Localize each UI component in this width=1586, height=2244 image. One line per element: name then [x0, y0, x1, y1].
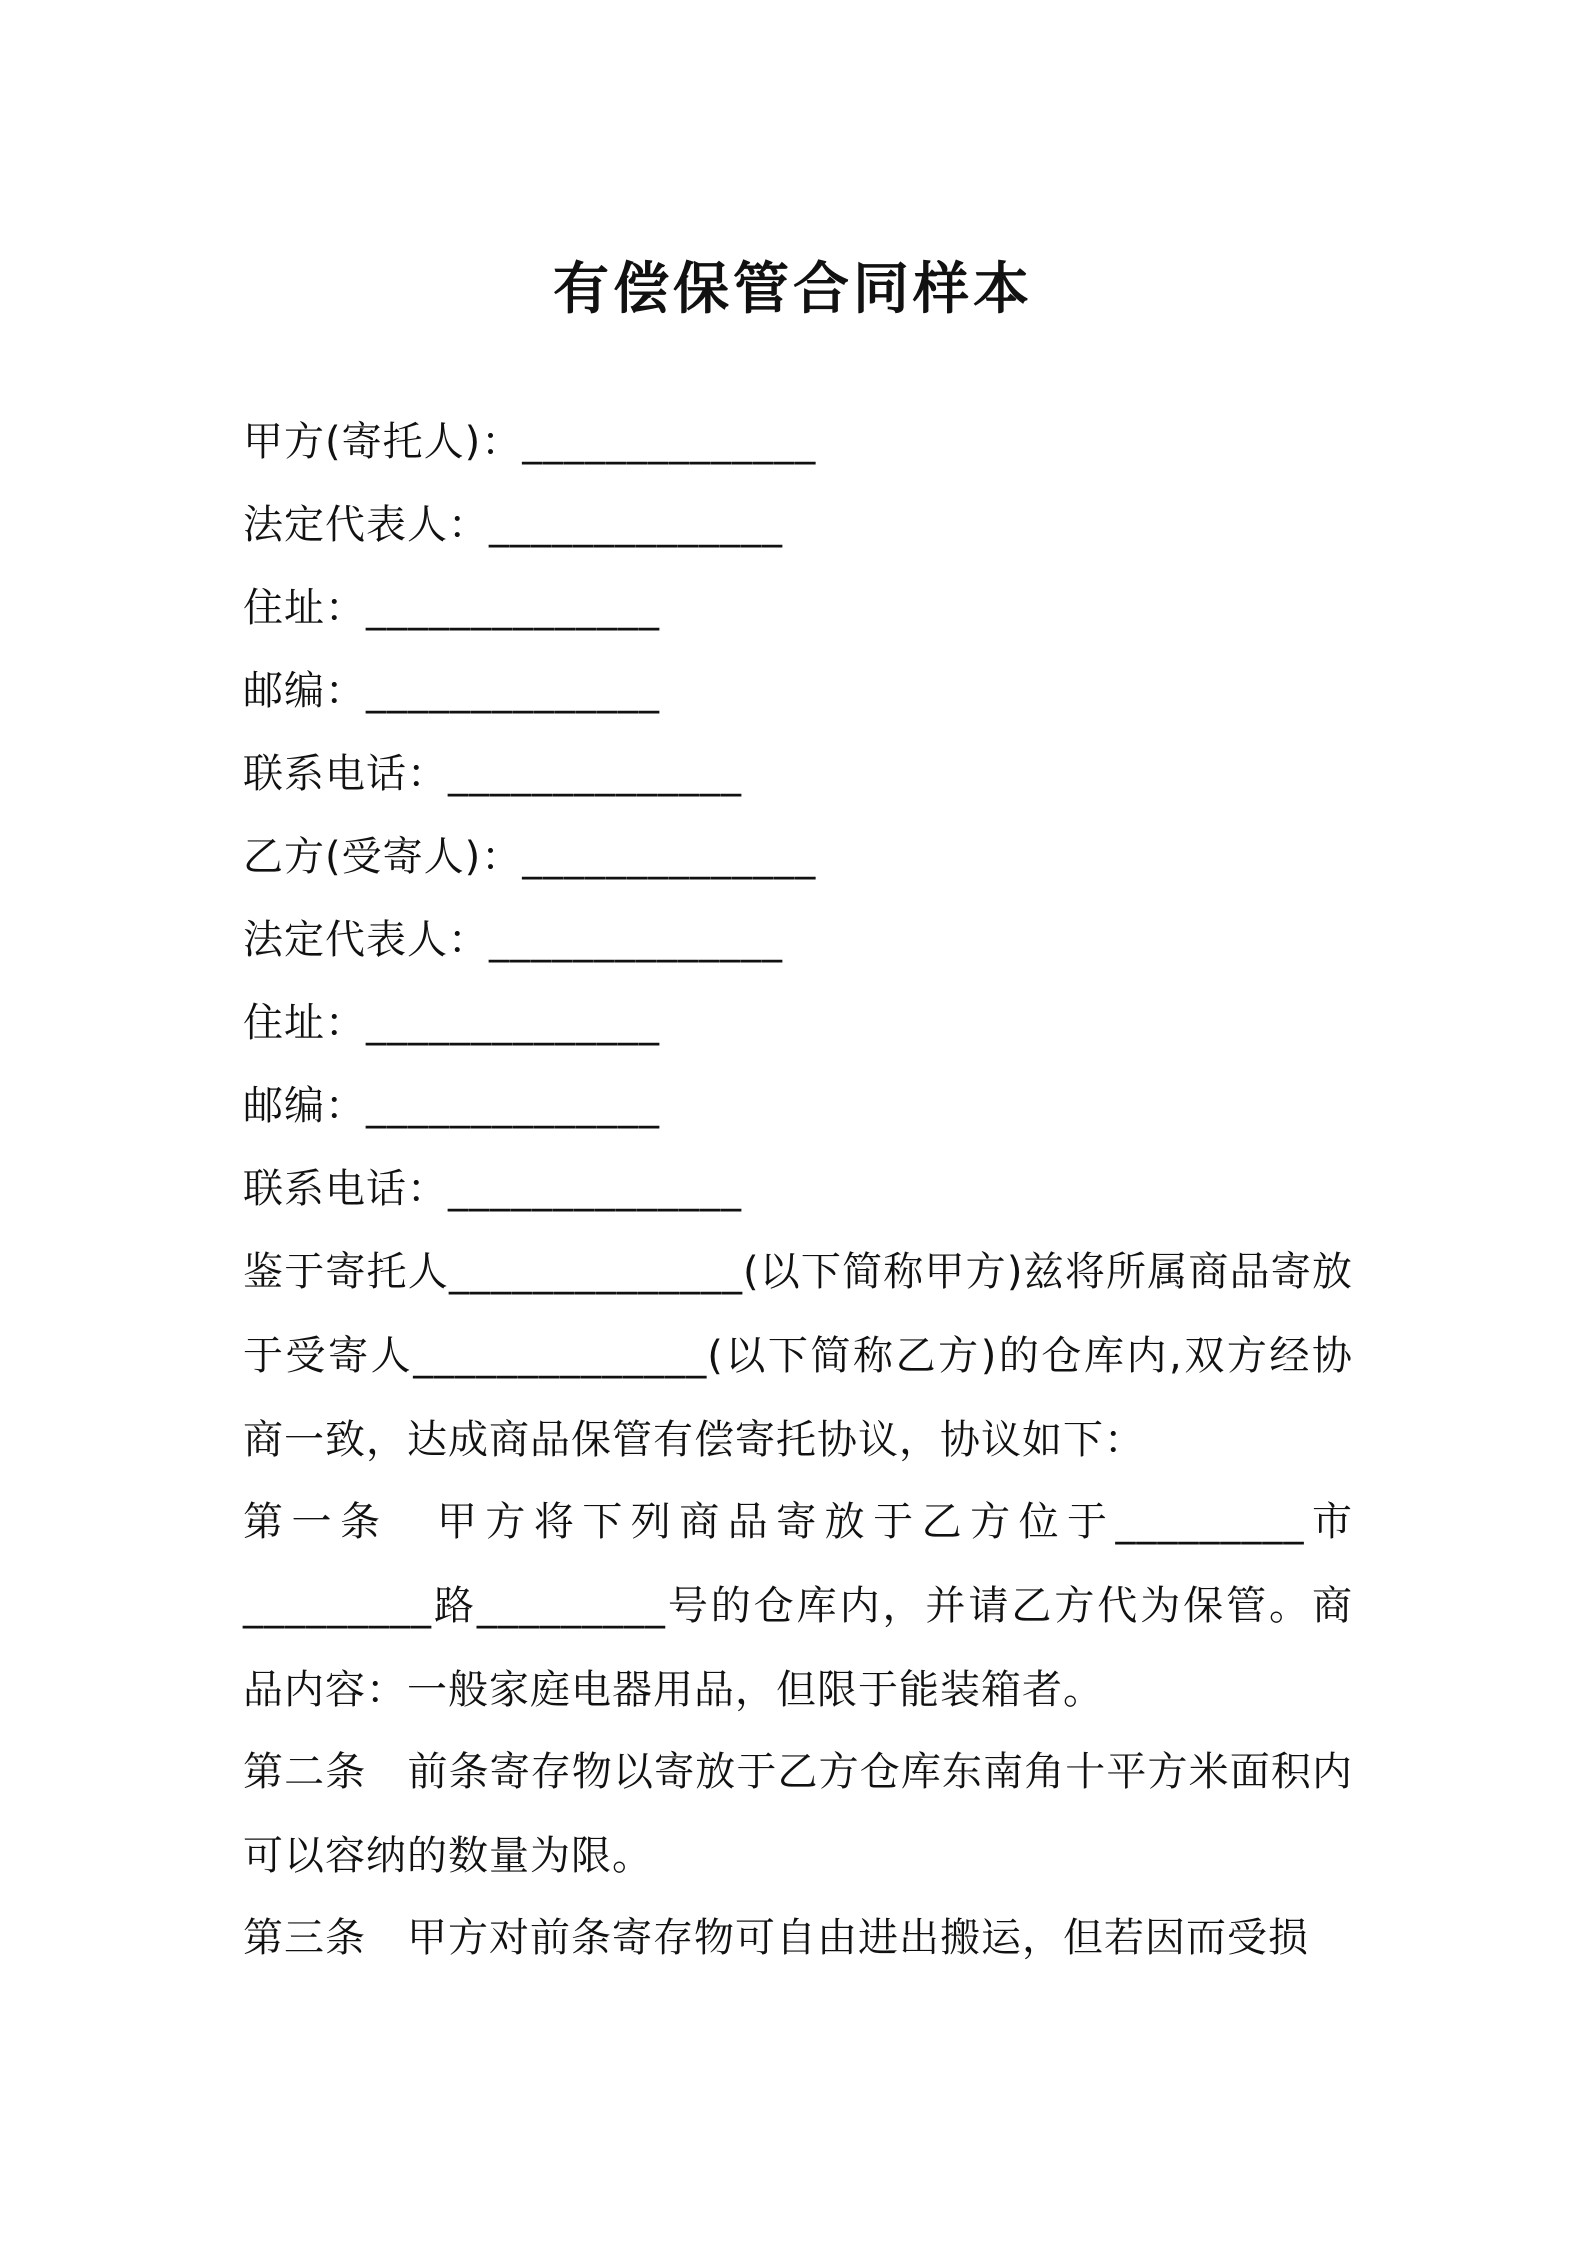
field-label: 法定代表人： [243, 917, 489, 963]
field-blank: ______________ [366, 1083, 660, 1129]
article-1-paragraph: 第一条 甲方将下列商品寄放于乙方位于_________市_________路_________号的仓库内，并请乙方代为保管。商品内容：一般家庭电器用品，但限于能装箱者。 [243, 1499, 1353, 1713]
preamble-paragraph: 鉴于寄托人______________(以下简称甲方)兹将所属商品寄放于受寄人______________(以下简称乙方)的仓库内,双方经协商一致，达成商品保管有偿寄托协议，协议如下： [243, 1249, 1353, 1463]
field-party-a [243, 412, 1353, 472]
field-label: 邮编： [243, 1083, 366, 1129]
field-blank: ______________ [522, 834, 817, 880]
article-2-paragraph: 第二条 前条寄存物以寄放于乙方仓库东南角十平方米面积内可以容纳的数量为限。 [243, 1749, 1353, 1879]
field-label: 住址： [243, 585, 366, 631]
field-label: 法定代表人： [243, 502, 489, 548]
field-party-b [243, 827, 1353, 887]
field-blank: ______________ [366, 1000, 660, 1046]
field-party-b-phone [243, 1159, 1353, 1219]
field-party-a-phone [243, 744, 1353, 804]
field-party-b-postcode [243, 1076, 1353, 1136]
field-party-a-representative [243, 495, 1353, 555]
field-blank: ______________ [489, 917, 783, 963]
field-label: 住址： [243, 1000, 366, 1046]
field-label: 乙方(受寄人)： [243, 834, 523, 880]
field-label: 联系电话： [243, 751, 448, 797]
field-label: 联系电话： [243, 1166, 448, 1212]
field-party-a-address [243, 578, 1353, 638]
field-blank: ______________ [448, 751, 742, 797]
document-title: 有偿保管合同样本 [553, 257, 1033, 322]
field-party-b-representative [243, 910, 1353, 970]
field-label: 邮编： [243, 668, 366, 714]
field-label: 甲方(寄托人)： [243, 419, 523, 465]
field-blank: ______________ [489, 502, 783, 548]
field-party-a-postcode [243, 661, 1353, 721]
field-blank: ______________ [366, 585, 660, 631]
field-party-b-address [243, 993, 1353, 1053]
field-blank: ______________ [522, 419, 817, 465]
article-3-paragraph: 第三条 甲方对前条寄存物可自由进出搬运，但若因而受损 [243, 1915, 1309, 1961]
field-blank: ______________ [366, 668, 660, 714]
field-blank: ______________ [448, 1166, 742, 1212]
